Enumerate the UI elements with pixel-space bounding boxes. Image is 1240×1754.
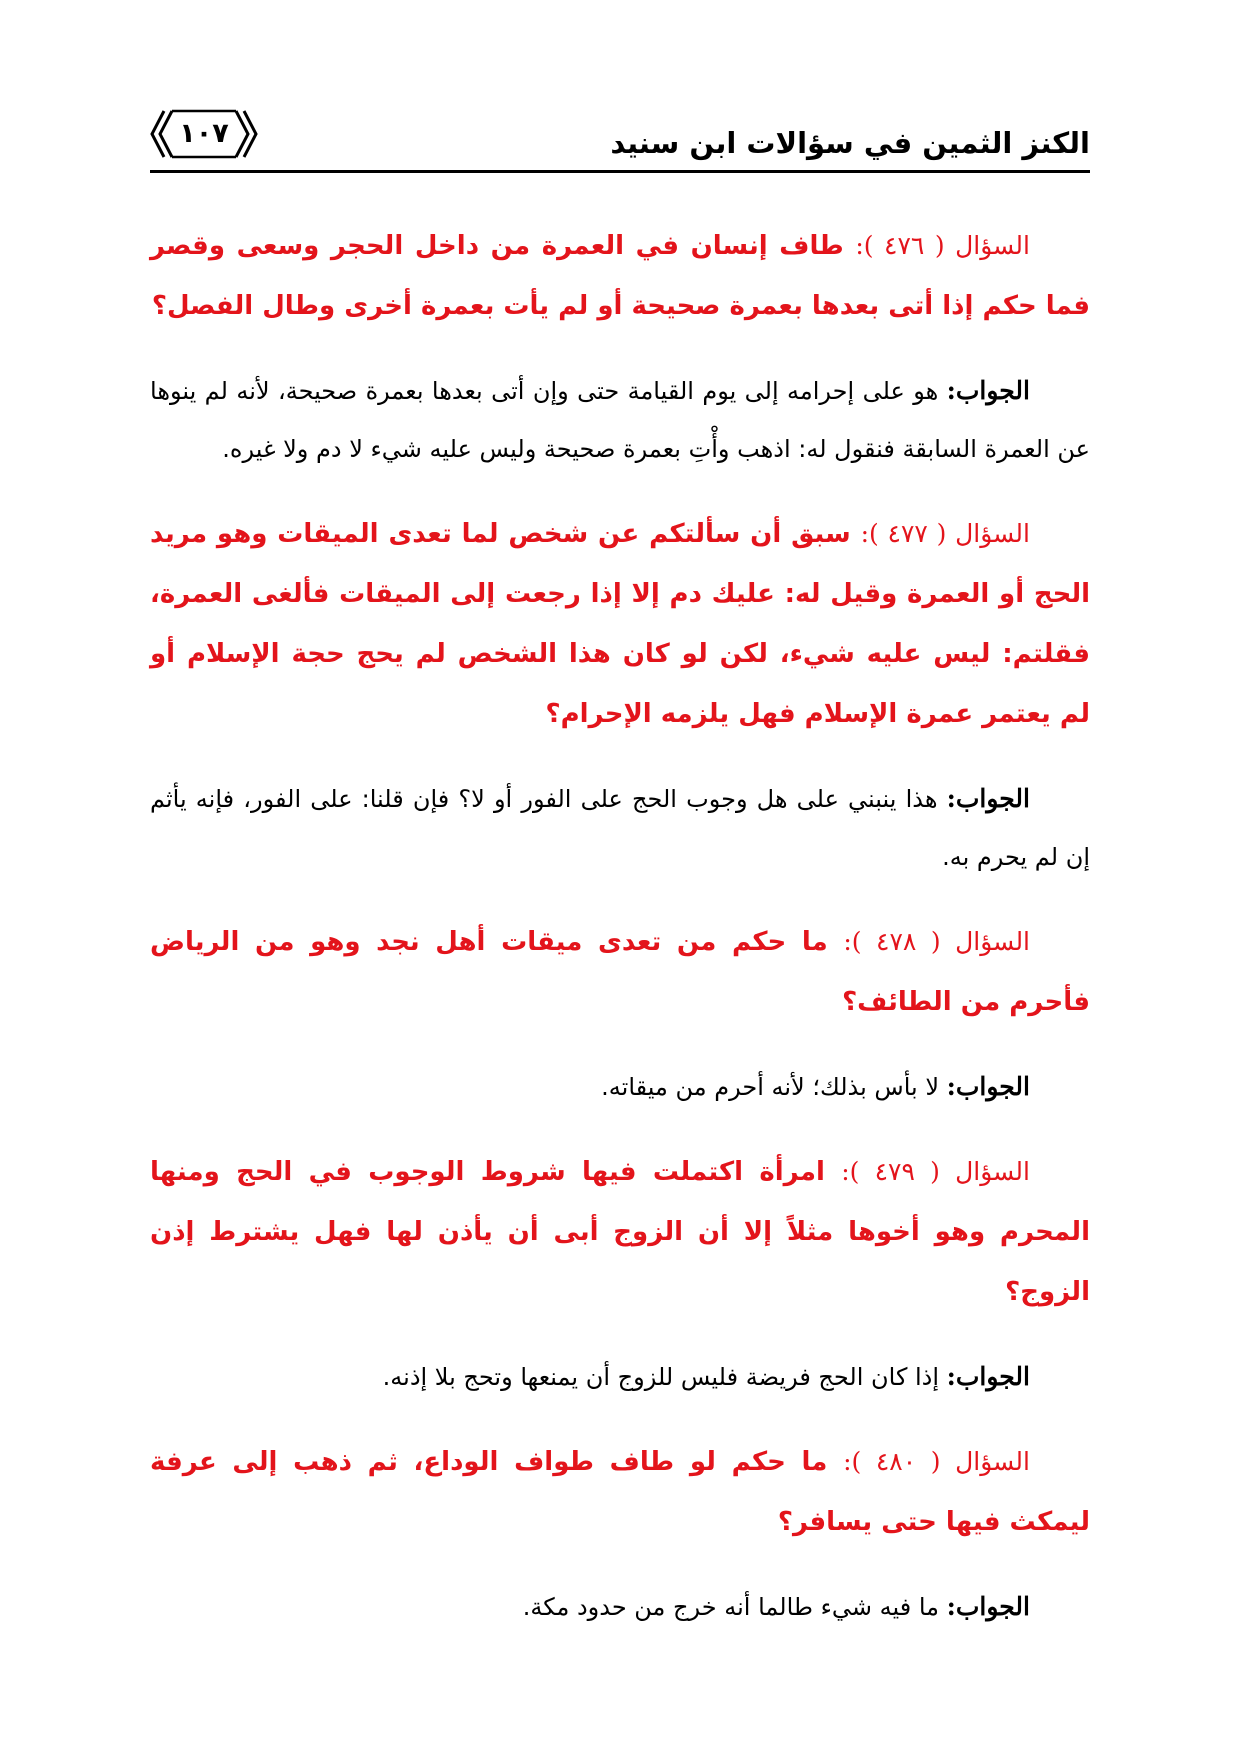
question-text: طاف إنسان في العمرة من داخل الحجر وسعى وقصر فما حكم إذا أتى بعدها بعمرة صحيحة أو لم يأت بعمرة أخرى وطال الفصل؟ xyxy=(150,231,1090,321)
answer-text: لا بأس بذلك؛ لأنه أحرم من ميقاته. xyxy=(601,1073,940,1101)
question-label: السؤال ( ٤٧٦ ): xyxy=(855,231,1030,260)
question-paragraph xyxy=(150,504,1090,744)
answer-label: الجواب: xyxy=(946,784,1030,813)
question-label: السؤال ( ٤٧٧ ): xyxy=(860,519,1030,548)
question-paragraph xyxy=(150,216,1090,336)
answer-paragraph xyxy=(150,1058,1090,1116)
question-paragraph xyxy=(150,1142,1090,1322)
question-text: سبق أن سألتكم عن شخص لما تعدى الميقات وهو مريد الحج أو العمرة وقيل له: عليك دم إلا إذا رجعت إلى الميقات فألغى العمرة، فقلتم: ليس عليه شيء، لكن لو كان هذا الشخص لم يحج حجة الإسلام أو لم يعتمر عمرة الإسلام فهل يلزمه الإحرام؟ xyxy=(150,519,1090,729)
question-paragraph xyxy=(150,912,1090,1032)
qa-content xyxy=(150,216,1090,1662)
question-label: السؤال ( ٤٧٩ ): xyxy=(841,1157,1030,1186)
question-label: السؤال ( ٤٧٨ ): xyxy=(843,927,1031,956)
answer-paragraph xyxy=(150,362,1090,478)
qa-entry xyxy=(150,1142,1090,1406)
answer-text: هو على إحرامه إلى يوم القيامة حتى وإن أتى بعدها بعمرة صحيحة، لأنه لم ينوها عن العمرة السابقة فنقول له: اذهب وأْتِ بعمرة صحيحة وليس عليه شيء لا دم ولا غيره. xyxy=(150,377,1090,463)
page-header xyxy=(150,100,1090,176)
answer-paragraph xyxy=(150,770,1090,886)
answer-label: الجواب: xyxy=(946,376,1030,405)
answer-paragraph xyxy=(150,1348,1090,1406)
answer-text: ما فيه شيء طالما أنه خرج من حدود مكة. xyxy=(522,1593,940,1621)
question-label: السؤال ( ٤٨٠ ): xyxy=(843,1447,1030,1476)
qa-entry xyxy=(150,1432,1090,1636)
header-divider xyxy=(150,170,1090,173)
qa-entry xyxy=(150,504,1090,886)
answer-text: إذا كان الحج فريضة فليس للزوج أن يمنعها وتحج بلا إذنه. xyxy=(382,1363,940,1391)
question-text: ما حكم من تعدى ميقات أهل نجد وهو من الرياض فأحرم من الطائف؟ xyxy=(150,927,1090,1017)
question-text: ما حكم لو طاف طواف الوداع، ثم ذهب إلى عرفة ليمكث فيها حتى يسافر؟ xyxy=(150,1447,1090,1537)
qa-entry xyxy=(150,912,1090,1116)
page-number: ١٠٧ xyxy=(179,118,229,149)
answer-label: الجواب: xyxy=(946,1592,1030,1621)
answer-paragraph xyxy=(150,1578,1090,1636)
question-text: امرأة اكتملت فيها شروط الوجوب في الحج ومنها المحرم وهو أخوها مثلاً إلا أن الزوج أبى أن يأذن لها فهل يشترط إذن الزوج؟ xyxy=(150,1157,1090,1307)
question-paragraph xyxy=(150,1432,1090,1552)
page-number-badge xyxy=(150,108,258,160)
answer-text: هذا ينبني على هل وجوب الحج على الفور أو لا؟ فإن قلنا: على الفور، فإنه يأثم إن لم يحرم به. xyxy=(150,785,1090,871)
book-title: الكنز الثمين في سؤالات ابن سنيد xyxy=(610,126,1090,160)
qa-entry xyxy=(150,216,1090,478)
answer-label: الجواب: xyxy=(946,1072,1030,1101)
answer-label: الجواب: xyxy=(946,1362,1030,1391)
